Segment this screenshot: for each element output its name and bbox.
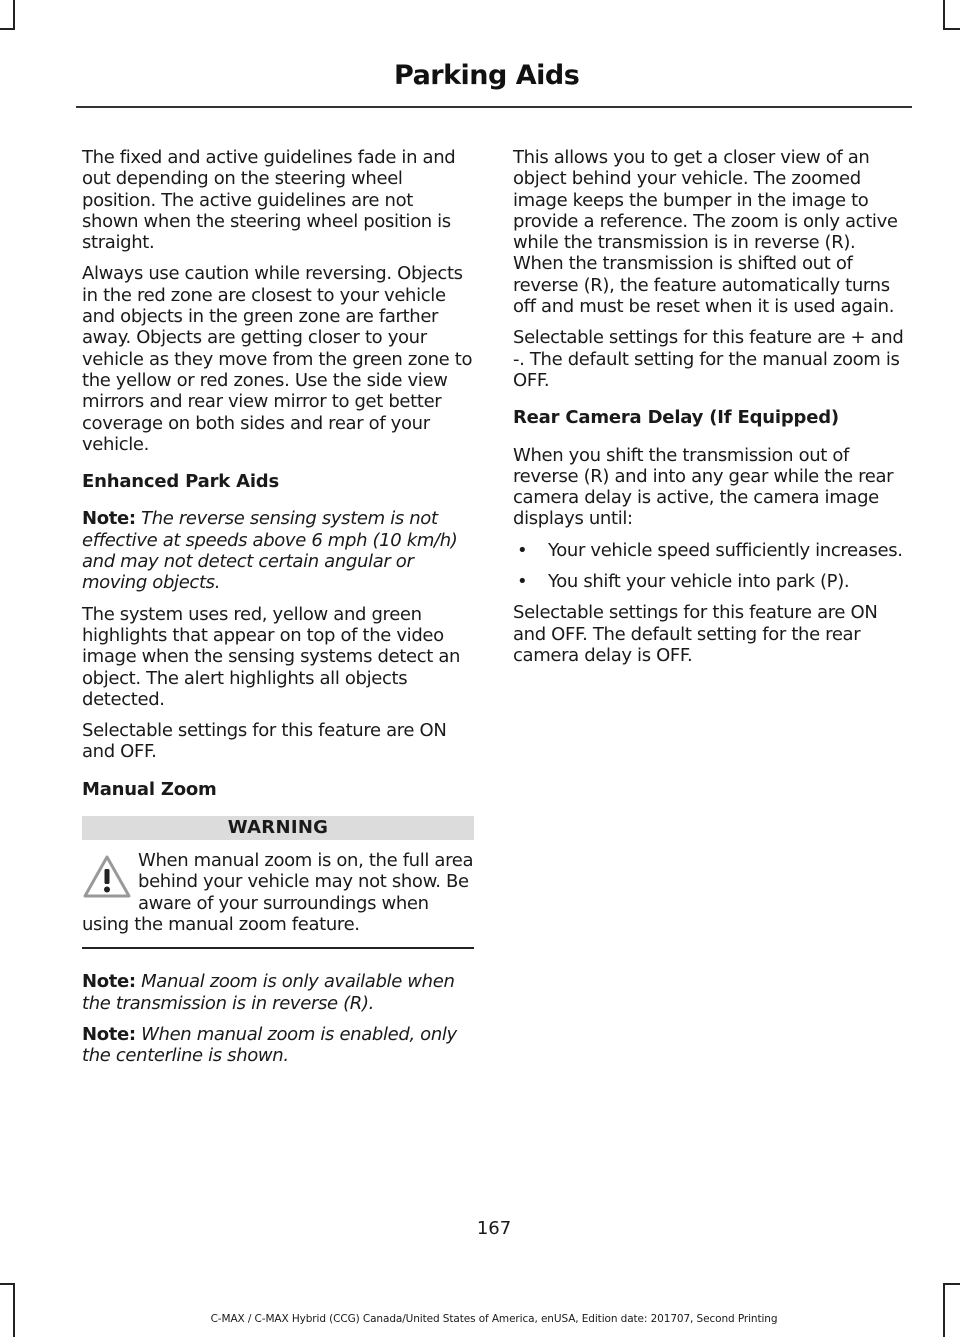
crop-mark-top-left-v xyxy=(13,0,15,30)
note-reverse-sensing xyxy=(82,508,474,593)
paragraph-settings-on-off: Selectable settings for this feature are ON and OFF. xyxy=(82,720,447,763)
paragraph-delay-description: When you shift the transmission out of reverse (R) and into any gear while the rear camera delay is active, the camera image displays until: xyxy=(513,444,894,530)
crop-mark-top-left-h xyxy=(0,28,15,30)
warning-title: WARNING xyxy=(82,816,474,840)
crop-mark-bottom-right-v xyxy=(943,1283,945,1337)
crop-mark-bottom-right-h xyxy=(943,1283,960,1285)
note-zoom-reverse xyxy=(82,971,474,1014)
page-number: 167 xyxy=(476,1218,512,1239)
note-text: Manual zoom is only available when the transmission is in reverse (R). xyxy=(82,971,455,1014)
list-item-text: You shift your vehicle into park (P). xyxy=(548,571,850,593)
paragraph-delay-settings: Selectable settings for this feature are ON and OFF. The default setting for the rear camera delay is OFF. xyxy=(513,602,878,666)
list-item xyxy=(513,571,905,592)
note-label: Note: xyxy=(82,508,136,530)
crop-mark-top-right-v xyxy=(943,0,945,30)
page-title: Parking Aids xyxy=(394,60,580,91)
footer-edition-info: C-MAX / C-MAX Hybrid (CCG) Canada/United States of America, enUSA, Edition date: 201707, Second Printing xyxy=(210,1313,778,1325)
bullet-glyph: • xyxy=(517,571,528,593)
list-item-text: Your vehicle speed sufficiently increases. xyxy=(548,539,903,561)
warning-text: When manual zoom is on, the full area behind your vehicle may not show. Be aware of your surroundings when using the manual zoom feature. xyxy=(82,850,474,935)
paragraph-guidelines: The fixed and active guidelines fade in and out depending on the steering wheel position. The active guidelines are not shown when the steering wheel position is straight. xyxy=(82,147,456,254)
paragraph-caution: Always use caution while reversing. Objects in the red zone are closest to your vehicle and objects in the green zone are farther away. Objects are getting closer to your vehicle as they move from the green zone to the yellow or red zones. Use the side view mirrors and rear view mirror to get better coverage on both sides and rear of your vehicle. xyxy=(82,263,473,455)
crop-mark-bottom-left-h xyxy=(0,1283,15,1285)
warning-box xyxy=(82,816,474,949)
list-item xyxy=(513,540,905,561)
note-zoom-centerline xyxy=(82,1024,474,1067)
heading-rear-camera-delay: Rear Camera Delay (If Equipped) xyxy=(513,407,839,429)
bullet-list xyxy=(513,540,905,593)
bullet-glyph: • xyxy=(517,539,528,561)
note-label: Note: xyxy=(82,971,136,993)
warning-body xyxy=(82,850,474,949)
note-text: When manual zoom is enabled, only the centerline is shown. xyxy=(82,1023,457,1067)
heading-enhanced-park-aids: Enhanced Park Aids xyxy=(82,471,279,493)
paragraph-zoom-description: This allows you to get a closer view of an object behind your vehicle. The zoomed image keeps the bumper in the image to provide a reference. The zoom is only active while the transmission is in reverse (R). When the transmission is shifted out of reverse (R), the feature automatically turns off and must be reset when it is used again. xyxy=(513,147,898,318)
right-column xyxy=(513,147,905,676)
paragraph-highlights: The system uses red, yellow and green highlights that appear on top of the video image when the sensing systems detect an object. The alert highlights all objects detected. xyxy=(82,603,461,710)
left-column xyxy=(82,147,474,1076)
crop-mark-bottom-left-v xyxy=(13,1283,15,1337)
heading-manual-zoom: Manual Zoom xyxy=(82,778,217,800)
note-text: The reverse sensing system is not effective at speeds above 6 mph (10 km/h) and may not detect certain angular or moving objects. xyxy=(82,508,458,594)
header-divider xyxy=(76,106,912,108)
note-label: Note: xyxy=(82,1023,136,1045)
warning-triangle-icon xyxy=(82,854,132,900)
paragraph-zoom-settings: Selectable settings for this feature are + and -. The default setting for the manual zoom is OFF. xyxy=(513,327,904,391)
crop-mark-top-right-h xyxy=(943,28,960,30)
